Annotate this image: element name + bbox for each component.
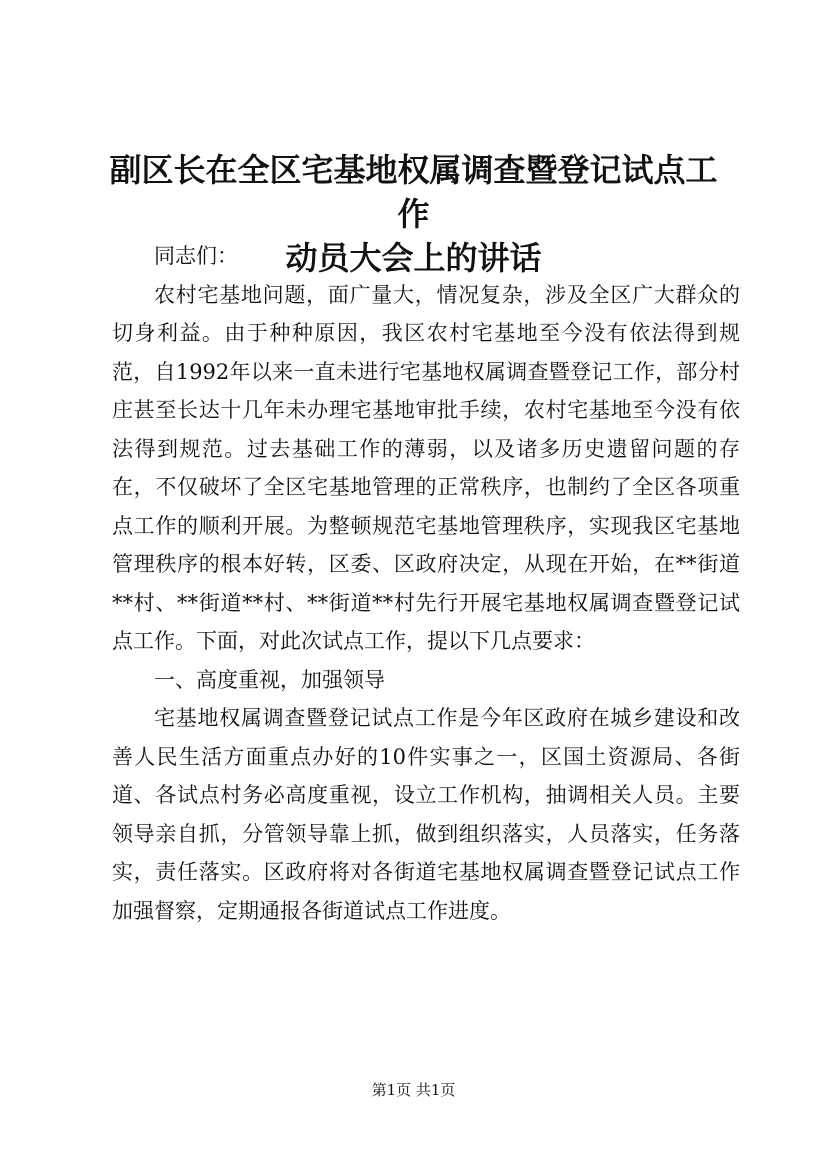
page-footer: 第1页 共1页 xyxy=(371,1081,456,1099)
paragraph-section-1: 宅基地权属调查暨登记试点工作是今年区政府在城乡建设和改善人民生活方面重点办好的10件实事之一，区国土资源局、各街道、各试点村务必高度重视，设立工作机构，抽调相关人员。主要领导亲自抓，分管领导靠上抓，做到组织落实，人员落实，任务落实，责任落实。区政府将对各街道宅基地权属调查暨登记试点工作加强督察，定期通报各街道试点工作进度。 xyxy=(112,706,740,923)
section-heading-1: 一、高度重视，加强领导 xyxy=(154,667,385,692)
title-line-2: 动员大会上的讲话 xyxy=(285,239,542,277)
paragraph-intro: 农村宅基地问题，面广量大，情况复杂，涉及全区广大群众的切身利益。由于种种原因，我区农村宅基地至今没有依法得到规范，自1992年以来一直未进行宅基地权属调查暨登记工作，部分村庄甚至长达十几年未办理宅基地审批手续，农村宅基地至今没有依法得到规范。过去基础工作的薄弱，以及诸多历史遗留问题的存在，不仅破坏了全区宅基地管理的正常秩序，也制约了全区各项重点工作的顺利开展。为整顿规范宅基地管理秩序，实现我区宅基地管理秩序的根本好转，区委、区政府决定，从现在开始，在**街道**村、**街道**村、**街道**村先行开展宅基地权属调查暨登记试点工作。下面，对此次试点工作，提以下几点要求： xyxy=(112,282,740,653)
salutation: 同志们： xyxy=(154,244,238,268)
title-line-1: 副区长在全区宅基地权属调查暨登记试点工作 xyxy=(109,151,718,233)
document-body xyxy=(112,237,740,930)
